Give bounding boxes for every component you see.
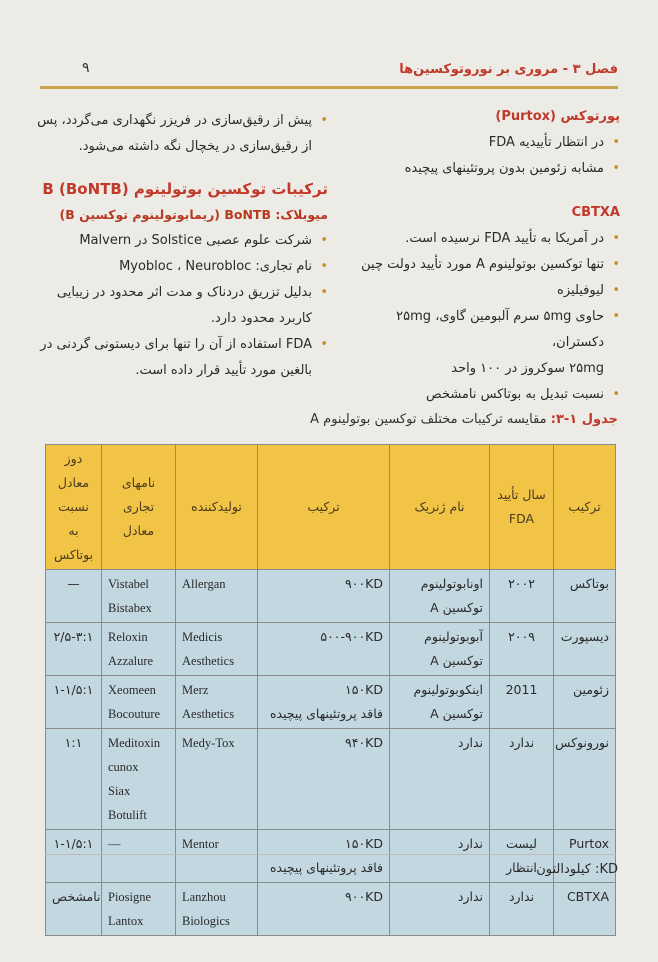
running-head: فصل ۳ - مروری بر نوروتوکسین‌ها xyxy=(399,62,618,77)
list-item: • در آمریکا به تأیید FDA نرسیده است. xyxy=(350,226,620,252)
left-column xyxy=(28,108,328,384)
list-item: • نسبت تبدیل به بوتاکس نامشخص xyxy=(350,382,620,408)
table-cell-year: ندارد xyxy=(490,729,554,830)
table-cell-manufacturer: Medicis Aesthetics xyxy=(176,623,258,676)
myobloc-list xyxy=(28,228,328,306)
table-caption xyxy=(310,412,618,427)
table-row xyxy=(46,883,616,936)
column-header: دوز معادل نسبت به بوتاکس xyxy=(46,445,102,570)
table-cell-year: ۲۰۰۹ xyxy=(490,623,554,676)
list-item: • مشابه زئومین بدون پروتئینهای پیچیده xyxy=(350,156,620,182)
table-cell-ratio: — xyxy=(46,570,102,623)
table-cell-name: Purtox xyxy=(554,830,616,883)
table-cell-brands: Piosigne Lantox xyxy=(102,883,176,936)
table-cell-generic: ندارد xyxy=(390,729,490,830)
right-column xyxy=(350,104,620,408)
table-cell-year: ندارد xyxy=(490,883,554,936)
bontb-title: ترکیبات توکسین بوتولینوم B (BoNTB) xyxy=(42,180,328,198)
table-cell-ratio: ۱-۱/۵:۱ xyxy=(46,830,102,883)
table-cell-composition: ۱۵۰KD فاقد پروتئینهای پیچیده xyxy=(258,830,390,883)
table-cell-brands: Xeomeen Bocouture xyxy=(102,676,176,729)
column-header: نامهای تجاری معادل xyxy=(102,445,176,570)
table-row xyxy=(46,623,616,676)
table-cell-generic: ندارد xyxy=(390,883,490,936)
table-cell-composition: ۵۰۰-۹۰۰KD xyxy=(258,623,390,676)
table-caption-text: مقایسه ترکیبات مختلف توکسین بوتولینوم A xyxy=(310,412,547,427)
table-caption-label: جدول ۱-۳: xyxy=(550,412,618,427)
storage-list xyxy=(28,108,328,134)
table-cell-generic: اینکوبوتولینوم توکسین A xyxy=(390,676,490,729)
comparison-table xyxy=(45,444,616,936)
table-cell-manufacturer: Medy-Tox xyxy=(176,729,258,830)
footnote: KD: کیلودالتون xyxy=(536,862,618,877)
list-item: • شرکت علوم عصبی Solstice در Malvern xyxy=(28,228,328,254)
table-cell-ratio: ۱:۱ xyxy=(46,729,102,830)
table-cell-name: CBTXA xyxy=(554,883,616,936)
myobloc-title: میوبلاک: BoNTB (ریمابوتولینوم توکسین B) xyxy=(59,207,328,222)
header-rule xyxy=(40,86,618,89)
table-cell-composition: ۱۵۰KD فاقد پروتئینهای پیچیده xyxy=(258,676,390,729)
column-header: نام ژنریک xyxy=(390,445,490,570)
list-item: • تنها توکسین بوتولینوم A مورد تأیید دولت چین xyxy=(350,252,620,278)
table-cell-composition: ۹۴۰KD xyxy=(258,729,390,830)
table-cell-ratio: نامشخص xyxy=(46,883,102,936)
table-header-row xyxy=(46,445,616,570)
list-item-continuation: کاربرد محدود دارد. xyxy=(210,311,312,326)
table-cell-year: لیست انتظار xyxy=(490,830,554,883)
table-cell-brands: Meditoxin cunox Siax Botulift xyxy=(102,729,176,830)
table-cell-brands: Vistabel Bistabex xyxy=(102,570,176,623)
table-row xyxy=(46,676,616,729)
table-cell-ratio: ۱-۱/۵:۱ xyxy=(46,676,102,729)
list-item-continuation: بالغین مورد تأیید قرار داده است. xyxy=(135,363,312,378)
list-item: • نام تجاری: Myobloc ، Neurobloc xyxy=(28,254,328,280)
footnote-rule xyxy=(45,854,616,855)
list-item-continuation: ۲۵mg سوکروز در ۱۰۰ واحد xyxy=(451,361,604,376)
list-item: • در انتظار تأییدیه FDA xyxy=(350,130,620,156)
table-row xyxy=(46,570,616,623)
table-cell-name: نورونوکس xyxy=(554,729,616,830)
table-cell-composition: ۹۰۰KD xyxy=(258,570,390,623)
cbtxa-list xyxy=(350,226,620,356)
table-cell-year: ۲۰۰۲ xyxy=(490,570,554,623)
table-cell-composition: ۹۰۰KD xyxy=(258,883,390,936)
column-header: ترکیب xyxy=(554,445,616,570)
table-cell-manufacturer: Allergan xyxy=(176,570,258,623)
table-cell-year: 2011 xyxy=(490,676,554,729)
table-cell-generic: اونابوتولینوم توکسین A xyxy=(390,570,490,623)
cbtxa-title: CBTXA xyxy=(571,205,620,220)
table-cell-brands: — xyxy=(102,830,176,883)
table-cell-brands: Reloxin Azzalure xyxy=(102,623,176,676)
table-row xyxy=(46,729,616,830)
table-cell-manufacturer: Lanzhou Biologics xyxy=(176,883,258,936)
list-item: • حاوی ۵mg سرم آلبومین گاوی، ۲۵mg دکستران، xyxy=(350,304,620,356)
table-cell-manufacturer: Merz Aesthetics xyxy=(176,676,258,729)
column-header: تولیدکننده xyxy=(176,445,258,570)
table-cell-name: دیسپورت xyxy=(554,623,616,676)
table-cell-ratio: ۲/۵-۳:۱ xyxy=(46,623,102,676)
purtox-list xyxy=(350,130,620,182)
table-cell-generic: آبوبوتولینوم توکسین A xyxy=(390,623,490,676)
list-item: • FDA استفاده از آن را تنها برای دیستونی گردنی در xyxy=(28,332,328,358)
purtox-title: پورتوکس (Purtox) xyxy=(495,109,620,124)
page-number: ۹ xyxy=(82,60,90,76)
table-cell-generic: ندارد xyxy=(390,830,490,883)
myobloc-list-tail xyxy=(28,332,328,358)
list-item: • لیوفیلیزه xyxy=(350,278,620,304)
column-header: سال تأیید FDA xyxy=(490,445,554,570)
table-cell-name: زئومین xyxy=(554,676,616,729)
list-item: • پیش از رقیق‌سازی در فریزر نگهداری می‌گردد، پس xyxy=(28,108,328,134)
list-item-continuation: از رقیق‌سازی در یخچال نگه داشته می‌شود. xyxy=(78,139,312,154)
table-cell-name: بوتاکس xyxy=(554,570,616,623)
column-header: ترکیب xyxy=(258,445,390,570)
table-row xyxy=(46,830,616,883)
cbtxa-list-tail xyxy=(350,382,620,408)
table-body xyxy=(46,570,616,936)
table-cell-manufacturer: Mentor xyxy=(176,830,258,883)
list-item: • بدلیل تزریق دردناک و مدت اثر محدود در زیبایی xyxy=(28,280,328,306)
